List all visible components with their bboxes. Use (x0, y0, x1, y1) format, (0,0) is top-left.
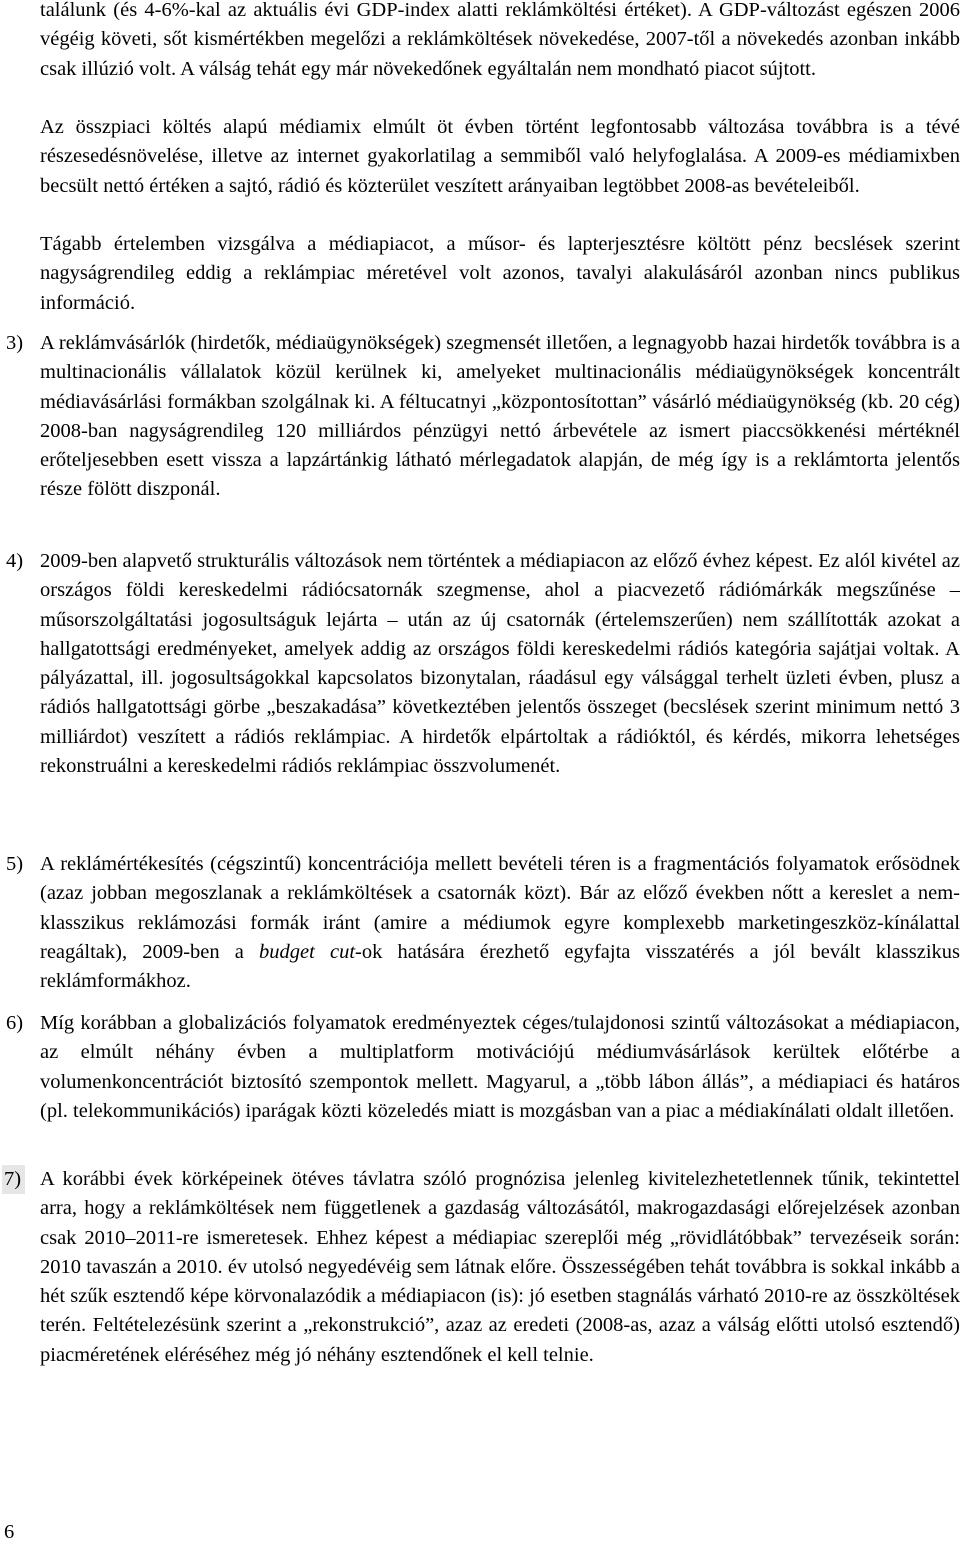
paragraph-media-market: Tágabb értelemben vizsgálva a médiapiacot, a műsor- és lapterjesztésre költött pénz becslések szerint nagyságrendileg eddig a reklámpiac méretével volt azonos, tavalyi alakulásáról azonban nincs publikus információ. (40, 233, 960, 314)
paragraph-media-mix: Az összpiaci költés alapú médiamix elmúlt öt évben történt legfontosabb változása továbbra is a tévé részesedésnövelése, illetve az internet gyakorlatilag a semmiből való helyfoglalása. A 2009-es médiamixben becsült nettó értéken a sajtó, rádió és közterület veszített arányaiban legtöbbet 2008-as bevételeiből. (40, 116, 960, 197)
list-number: 4) (6, 550, 24, 572)
list-item-text: A reklámvásárlók (hirdetők, médiaügynökségek) szegmensét illetően, a legnagyobb hazai hirdetők továbbra is a multinacionális vállalatok közül kerülnek ki, amelyeket multinacionális médiaügynökségek koncentrált médiavásárlási formákban szolgálnak ki. A féltucatnyi „központosítottan” vásárló médiaügynökség (kb. 20 cég) 2008-ban nagyságrendileg 120 milliárdos pénzügyi nettó árbevétele az ismert piaccsökkenési mértéknél erőteljesebben esett vissza a lapzártánkig látható mérlegadatok alapján, de még így is a reklámtorta jelentős része fölött diszponál. (40, 332, 960, 501)
italic-term: budget cut (259, 940, 356, 963)
list-item-text (40, 850, 960, 996)
list-item-text: Míg korábban a globalizációs folyamatok eredményeztek céges/tulajdonosi szintű változásokat a médiapiacon, az elmúlt néhány évben a multiplatform motivációjú médiumvásárlások kerültek előtérbe a volumenkoncentrációt biztosító szempontok mellett. Magyarul, a „több lábon állás”, a médiapiaci és határos (pl. telekommunikációs) iparágak közti közeledés miatt is mozgásban van a piac a médiakínálati oldalt illetően. (40, 1012, 960, 1122)
list-item-text-part: -ok hatására érezhető egyfajta visszatérés a jól bevált klasszikus reklámformákhoz. (40, 940, 960, 993)
paragraph-continuation: találunk (és 4-6%-kal az aktuális évi GDP-index alatti reklámköltési értéket). A GDP-változást egészen 2006 végéig követi, sőt kismértékben megelőzi a reklámköltések növekedése, 2007-től a növekedés azonban inkább csak illúzió volt. A válság tehát egy már növekedőnek egyáltalán nem mondható piacot sújtott. (40, 0, 960, 80)
list-number: 3) (6, 332, 24, 354)
list-item-text-part: A reklámértékesítés (cégszintű) koncentrációja mellett bevételi téren is a fragmentációs folyamatok erősödnek (azaz jobban megoszlanak a reklámköltések a csatornák közt). Bár az előző években nőtt a kereslet a nem-klasszikus reklámozási formák iránt (amire a médiumok egyre komplexebb marketingeszköz-kínálattal reagáltak), 2009-ben a (40, 853, 960, 963)
list-number: 7) (2, 1165, 25, 1194)
list-item-text: A korábbi évek körképeinek ötéves távlatra szóló prognózisa jelenleg kivitelezhetetlennek tűnik, tekintettel arra, hogy a reklámköltések nem függetlenek a gazdaság változásától, makrogazdasági előrejelzések azonban csak 2010–2011-re ismeretesek. Ehhez képest a médiapiac szereplői még „rövidlátóbbak” tervezéseik során: 2010 tavaszán a 2010. év utolsó negyedévéig sem látnak előre. Összességében tehát továbbra is sokkal inkább a hét szűk esztendő képe körvonalazódik a médiapiacon (is): jó esetben stagnálás várható 2010-re az összköltések terén. Feltételezésünk szerint a „rekonstrukció”, azaz az eredeti (2008-as, azaz a válság előtti utolsó esztendő) piacméretének eléréséhez még jó néhány esztendőnek el kell telnie. (40, 1168, 960, 1366)
list-number: 6) (6, 1012, 24, 1034)
list-number: 5) (6, 853, 24, 875)
page-number: 6 (4, 1521, 15, 1543)
list-item-text: 2009-ben alapvető strukturális változások nem történtek a médiapiacon az előző évhez képest. Ez alól kivétel az országos földi kereskedelmi rádiócsatornák szegmense, ahol a piacvezető rádiómárkák megszűnése – műsorszolgáltatási jogosultságuk lejárta – után az új csatornák (értelemszerűen) nem szállították azokat a hallgatottsági eredményeket, amelyek addig az országos földi kereskedelmi rádiós kategória sajátjai voltak. A pályázattal, ill. jogosultságokkal kapcsolatos bizonytalan, ráadásul egy válsággal terhelt üzleti évben, plusz a rádiós hallgatottsági görbe „beszakadása” következtében jelentős összeget (becslések szerint minimum nettó 3 milliárdot) veszített a rádiós reklámpiac. A hirdetők elpártoltak a rádióktól, és kérdés, mikorra lehetséges rekonstruálni a kereskedelmi rádiós reklámpiac összvolumenét. (40, 550, 960, 778)
